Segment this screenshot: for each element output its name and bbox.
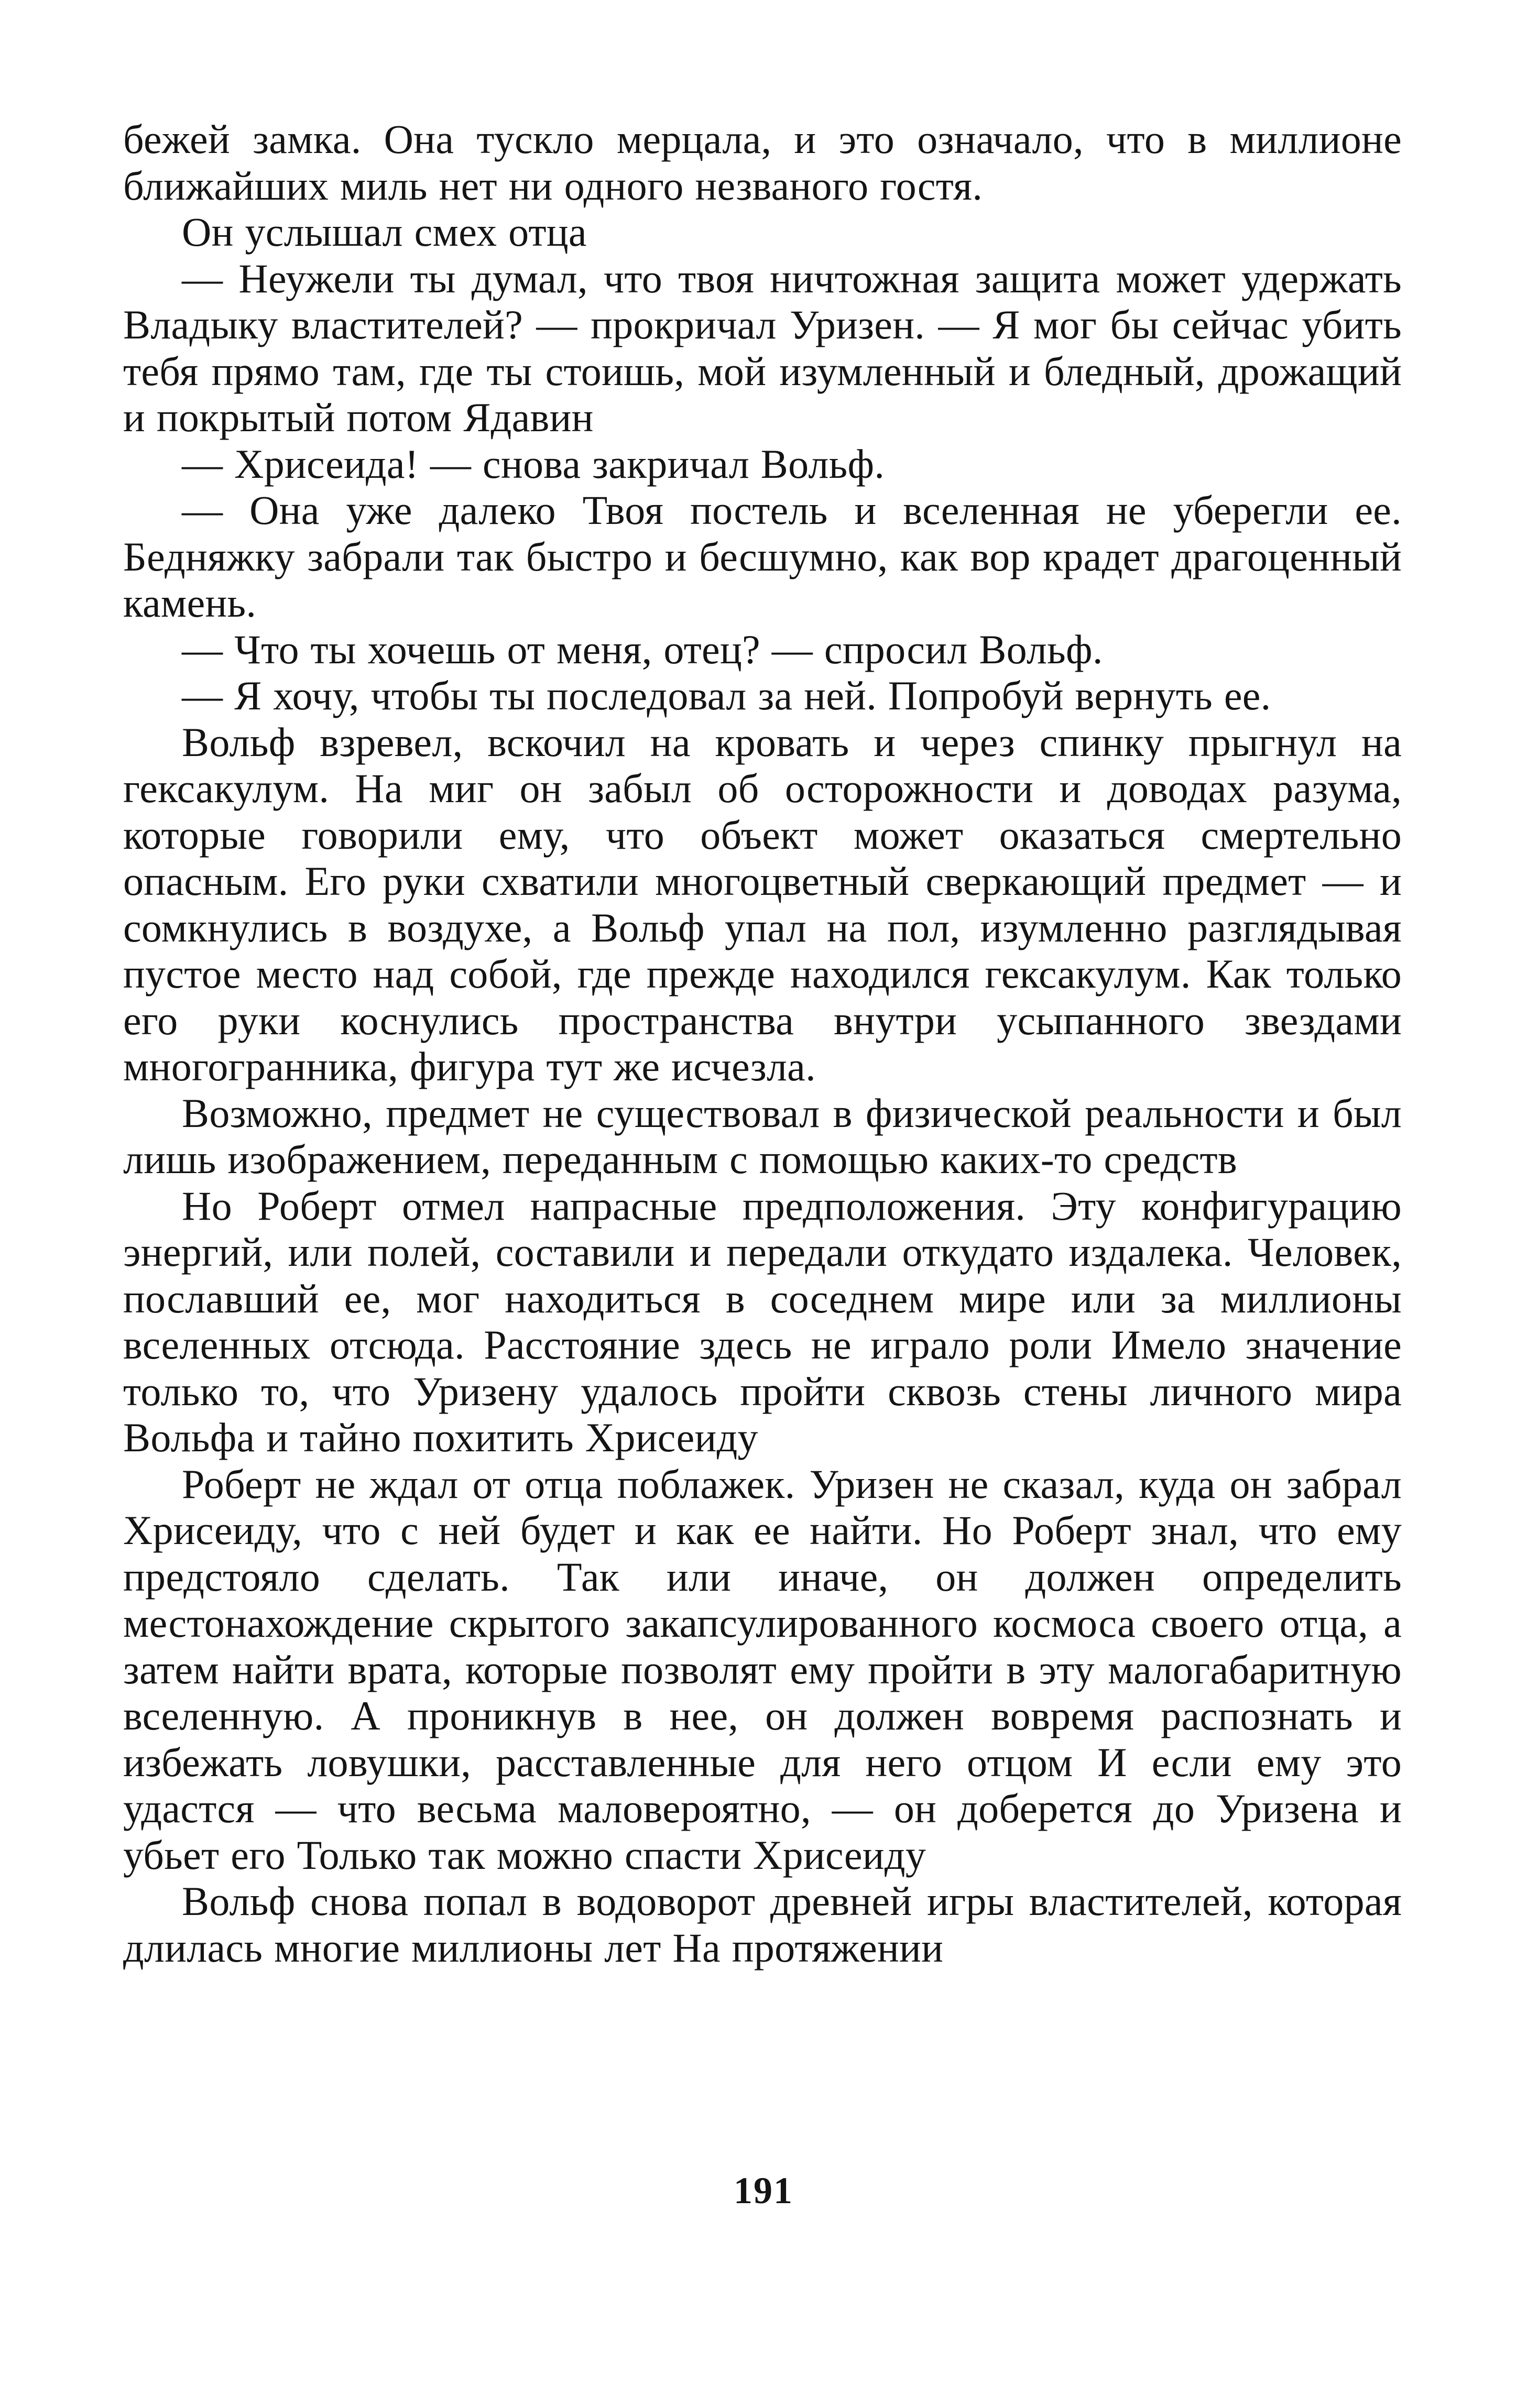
paragraph: Вольф снова попал в водоворот древней игры властителей, которая длилась многие миллионы лет На протяжении bbox=[123, 1878, 1402, 1971]
page-number: 191 bbox=[734, 2170, 793, 2212]
paragraph-dialogue: — Что ты хочешь от меня, отец? — спросил Вольф. bbox=[182, 626, 1103, 672]
paragraph: Роберт не ждал от отца поблажек. Уризен не сказал, куда он забрал Хрисеиду, что с ней будет и как ее найти. Но Роберт знал, что ему предстояло сделать. Так или иначе, он должен определить местонахождение скрытого закапсулированного космоса своего отца, а затем найти врата, которые позволят ему пройти в эту малогабаритную вселенную. А проникнув в нее, он должен вовремя распознать и избежать ловушки, расставленные для него отцом И если ему это удастся — что весьма маловероятно, — он доберется до Уризена и убьет его Только так можно спасти Хрисеиду bbox=[123, 1461, 1402, 1878]
paragraph-dialogue: — Неужели ты думал, что твоя ничтожная защита может удержать Владыку властителей? — прокричал Уризен. — Я мог бы сейчас убить тебя прямо там, где ты стоишь, мой изумленный и бледный, дрожащий и покрытый потом Ядавин bbox=[123, 255, 1402, 440]
paragraph-dialogue: — Я хочу, чтобы ты последовал за ней. Попробуй вернуть ее. bbox=[182, 673, 1271, 718]
paragraph-dialogue: — Она уже далеко Твоя постель и вселенная не уберегли ее. Бедняжку забрали так быстро и бесшумно, как вор крадет драгоценный камень. bbox=[123, 487, 1402, 626]
paragraph-dialogue: — Хрисеида! — снова закричал Вольф. bbox=[182, 441, 885, 487]
paragraph: Вольф взревел, вскочил на кровать и через спинку прыгнул на гексакулум. На миг он забыл об осторожности и доводах разума, которые говорили ему, что объект может оказаться смертельно опасным. Его руки схватили многоцветный сверкающий предмет — и сомкнулись в воздухе, а Вольф упал на пол, изумленно разглядывая пустое место над собой, где прежде находился гексакулум. Как только его руки коснулись пространства внутри усыпанного звездами многогранника, фигура тут же исчезла. bbox=[123, 719, 1402, 1089]
paragraph-continuation: бежей замка. Она тускло мерцала, и это означало, что в миллионе ближайших миль нет ни одного незваного гостя. bbox=[123, 116, 1402, 209]
paragraph: Он услышал смех отца bbox=[182, 209, 587, 255]
paragraph: Но Роберт отмел напрасные предположения. Эту конфигурацию энергий, или полей, составили и передали откудато издалека. Человек, пославший ее, мог находиться в соседнем мире или за миллионы вселенных отсюда. Расстояние здесь не играло роли Имело значение только то, что Уризену удалось пройти сквозь стены личного мира Вольфа и тайно похитить Хрисеиду bbox=[123, 1183, 1402, 1460]
body-text bbox=[123, 116, 1402, 1971]
paragraph: Возможно, предмет не существовал в физической реальности и был лишь изображением, переданным с помощью каких-то средств bbox=[123, 1090, 1402, 1182]
